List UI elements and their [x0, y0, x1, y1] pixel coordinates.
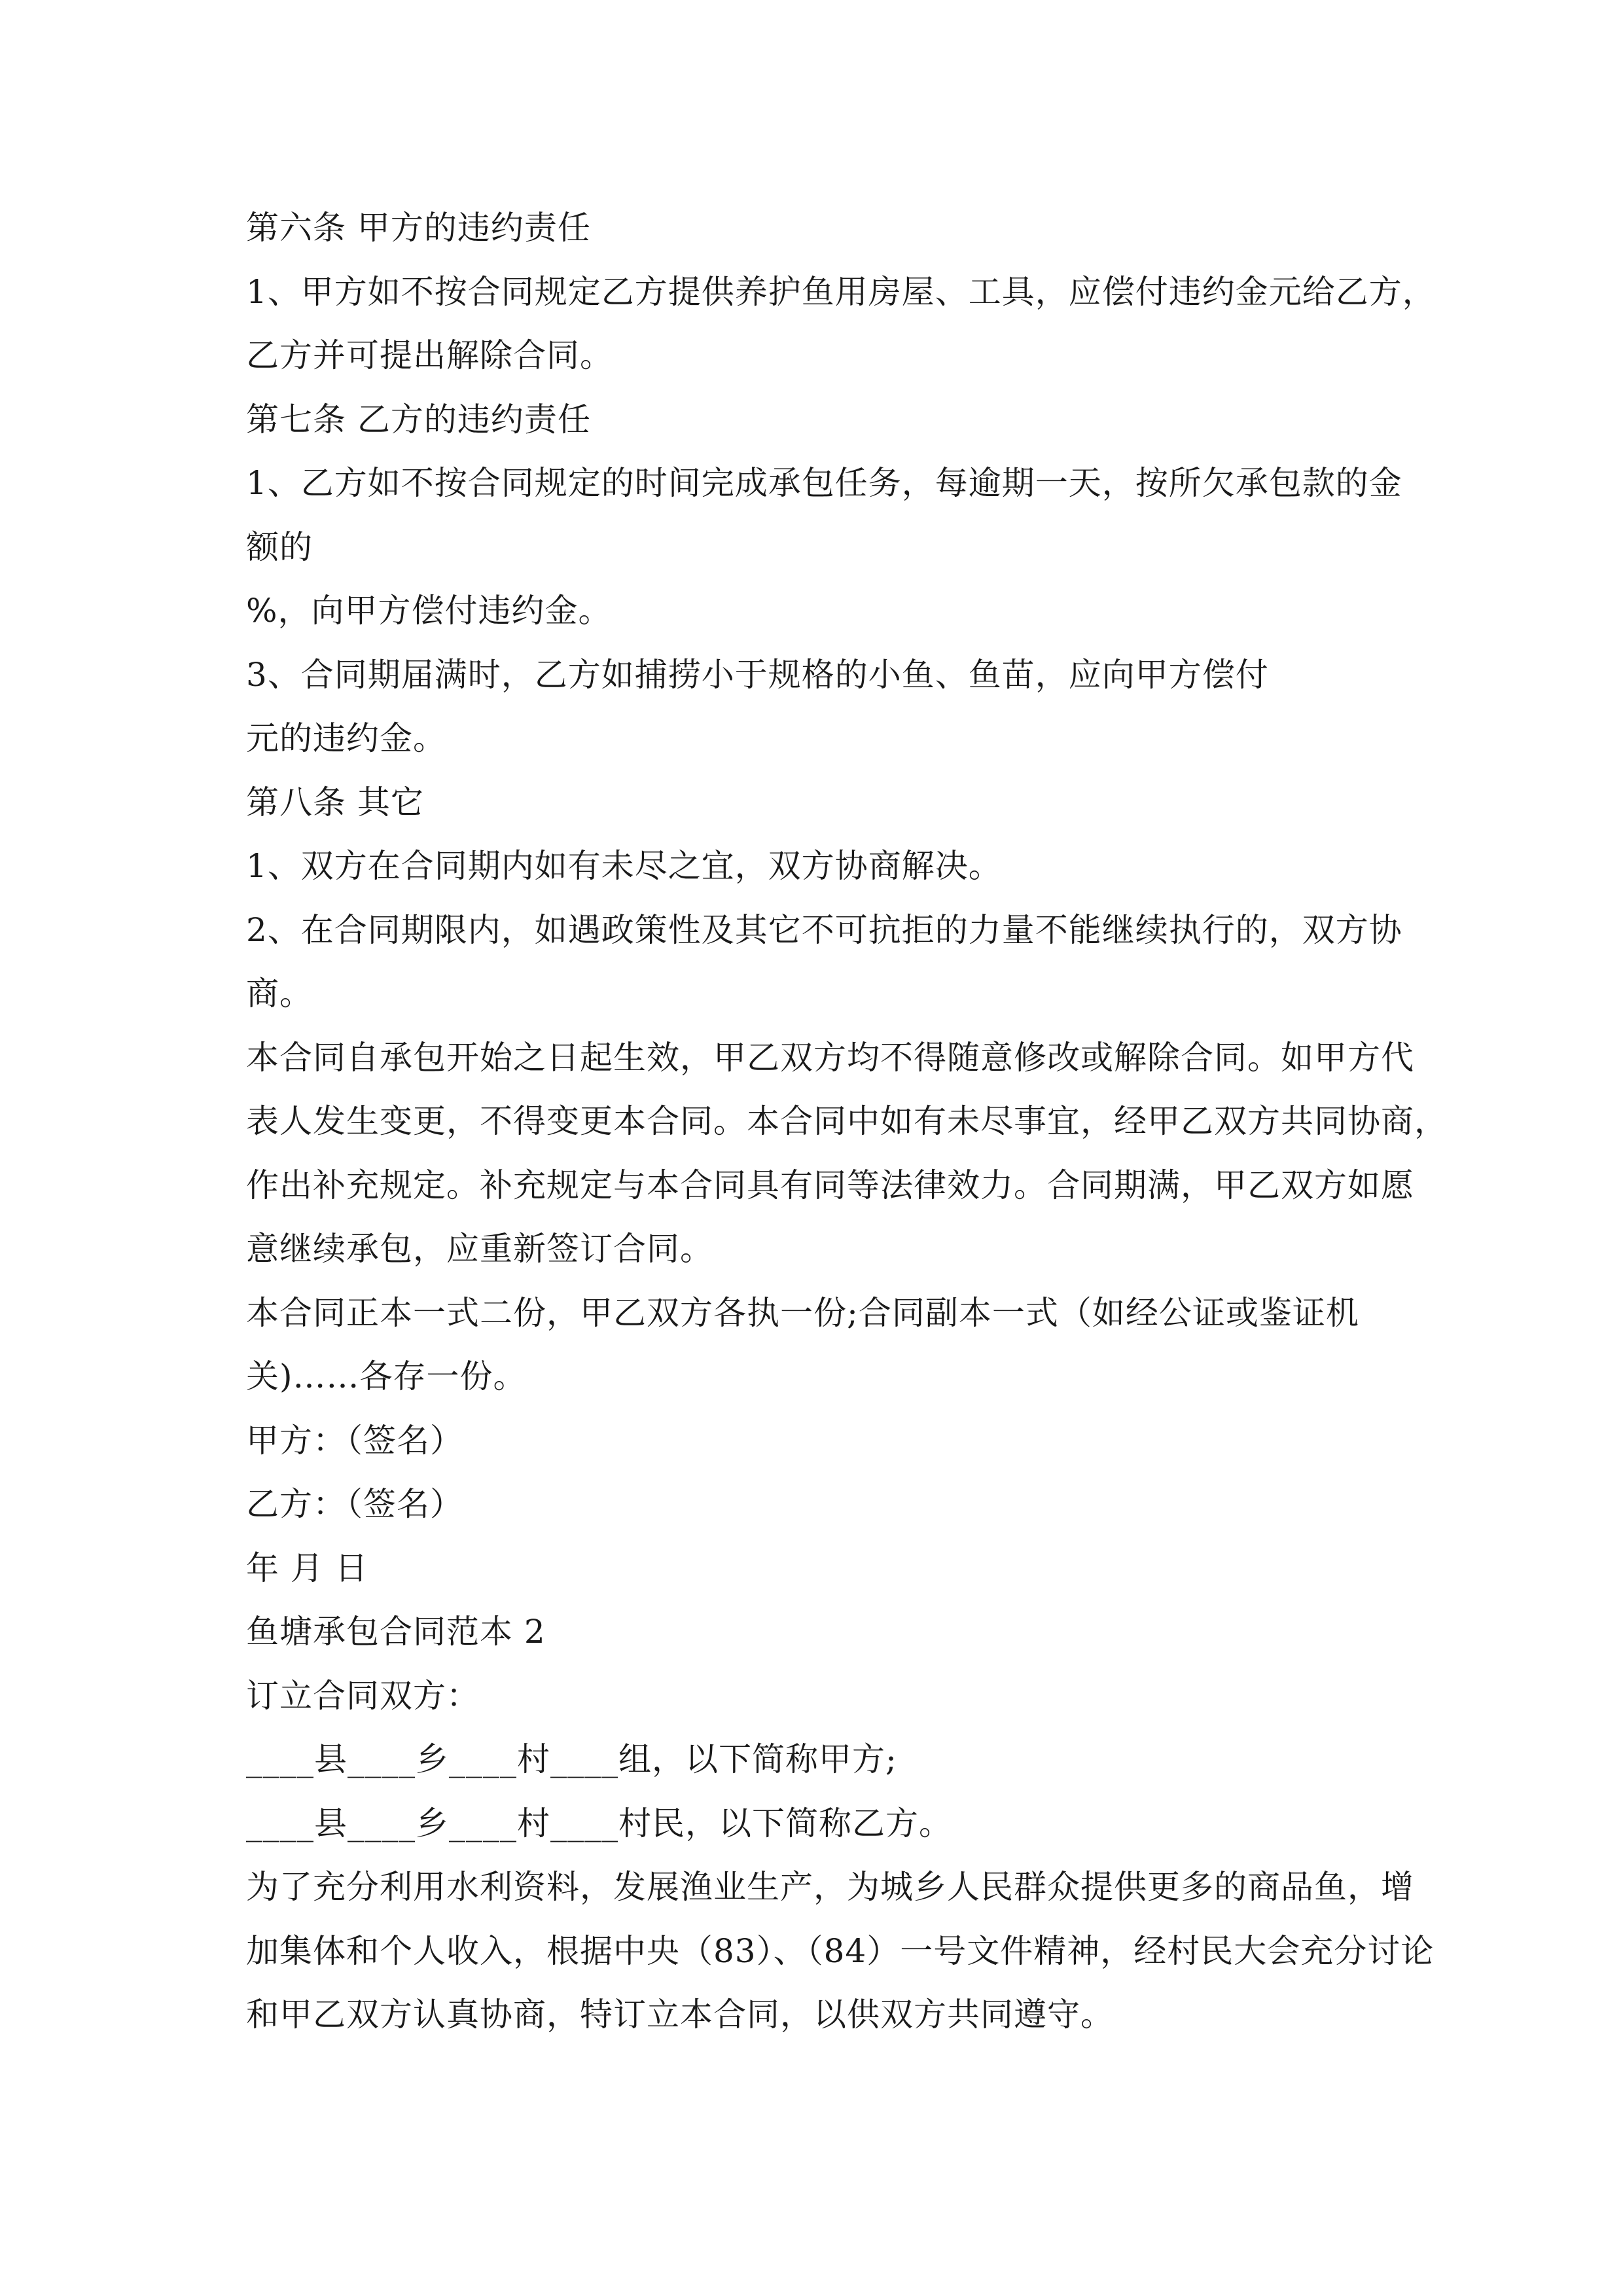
- paragraph-line: 加集体和个人收入，根据中央（83）、（84）一号文件精神，经村民大会充分讨论: [246, 1931, 1435, 1970]
- date-line: 年 月 日: [246, 1549, 368, 1587]
- party-a-signature-line: 甲方：（签名）: [246, 1421, 463, 1460]
- paragraph-line: 为了充分利用水利资料，发展渔业生产，为城乡人民群众提供更多的商品鱼，增: [246, 1868, 1414, 1906]
- paragraph-line: 意继续承包，应重新签订合同。: [246, 1230, 713, 1268]
- section-title: 鱼塘承包合同范本 2: [246, 1613, 546, 1651]
- paragraph-line: 元的违约金。: [246, 719, 446, 757]
- paragraph-line: %，向甲方偿付违约金。: [246, 592, 612, 630]
- party-b-fill-line: ____县____乡____村____村民，以下简称乙方。: [246, 1804, 952, 1842]
- paragraph-line: 表人发生变更，不得变更本合同。本合同中如有未尽事宜，经甲乙双方共同协商，: [246, 1102, 1448, 1140]
- paragraph-line: 额的: [246, 528, 313, 566]
- paragraph-line: 1、甲方如不按合同规定乙方提供养护鱼用房屋、工具，应偿付违约金元给乙方，: [246, 272, 1436, 311]
- paragraph-line: 本合同自承包开始之日起生效，甲乙双方均不得随意修改或解除合同。如甲方代: [246, 1038, 1414, 1077]
- paragraph-line: 本合同正本一式二份，甲乙双方各执一份;合同副本一式（如经公证或鉴证机: [246, 1293, 1359, 1332]
- paragraph-line: 2、在合同期限内，如遇政策性及其它不可抗拒的力量不能继续执行的，双方协: [246, 910, 1402, 949]
- article-7-heading: 第七条 乙方的违约责任: [246, 400, 591, 439]
- paragraph-line: 关)……各存一份。: [246, 1357, 527, 1395]
- paragraph-line: 商。: [246, 975, 313, 1013]
- party-a-fill-line: ____县____乡____村____组，以下简称甲方;: [246, 1740, 897, 1778]
- paragraph-line: 和甲乙双方认真协商，特订立本合同，以供双方共同遵守。: [246, 1996, 1114, 2034]
- paragraph-line: 乙方并可提出解除合同。: [246, 336, 613, 374]
- paragraph-line: 3、合同期届满时，乙方如捕捞小于规格的小鱼、鱼苗，应向甲方偿付: [246, 655, 1269, 694]
- article-8-heading: 第八条 其它: [246, 783, 424, 821]
- paragraph-line: 1、双方在合同期内如有未尽之宜，双方协商解决。: [246, 847, 1002, 885]
- paragraph-line: 作出补充规定。补充规定与本合同具有同等法律效力。合同期满，甲乙双方如愿: [246, 1166, 1414, 1204]
- article-6-heading: 第六条 甲方的违约责任: [246, 209, 591, 247]
- paragraph-line: 1、乙方如不按合同规定的时间完成承包任务，每逾期一天，按所欠承包款的金: [246, 464, 1402, 502]
- paragraph-line: 订立合同双方：: [246, 1676, 480, 1715]
- party-b-signature-line: 乙方：（签名）: [246, 1485, 463, 1523]
- document-body: [246, 196, 1448, 2047]
